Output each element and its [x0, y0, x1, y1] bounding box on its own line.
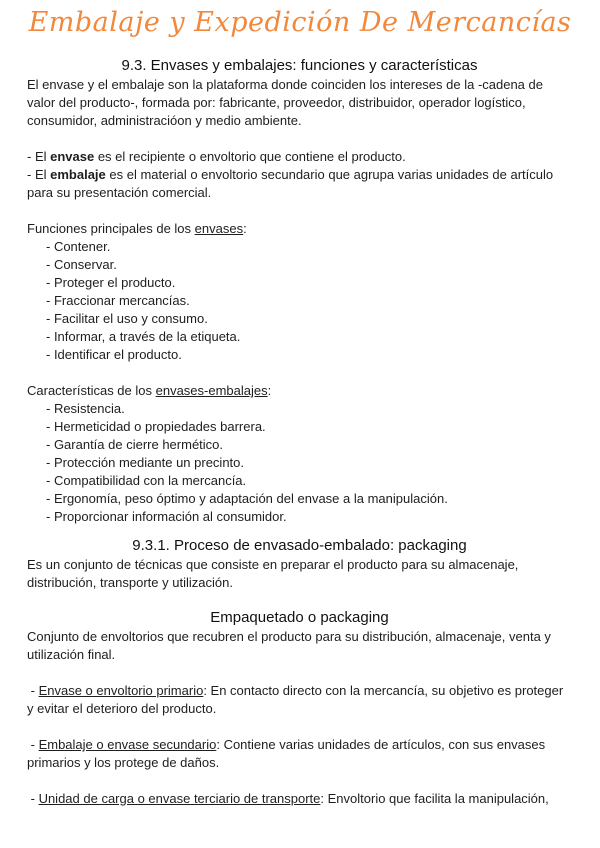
list-item: - Garantía de cierre hermético.: [46, 437, 224, 452]
page-title: Embalaje y Expedición De Mercancías: [28, 7, 572, 38]
list-item: - Informar, a través de la etiqueta.: [46, 329, 241, 344]
envase-terciario-text: : Envoltorio que facilita la manipulación,: [320, 791, 549, 806]
spacer: [27, 718, 572, 736]
envase-terciario: [27, 790, 572, 808]
funciones-list: [27, 238, 572, 364]
spacer: [27, 202, 572, 220]
section-heading-empaquetado: Empaquetado o packaging: [210, 609, 389, 626]
envase-secundario-text: : Contiene varias unidades de artículos, con sus envases primarios y los protege de daños.: [27, 737, 546, 770]
spacer: [27, 664, 572, 682]
term-envase: envase: [50, 149, 95, 164]
spacer: [27, 130, 572, 148]
list-item: - Identificar el producto.: [46, 347, 182, 362]
document-content: [27, 56, 572, 808]
item-dash: -: [27, 791, 39, 806]
list-item: - Fraccionar mercancías.: [46, 293, 190, 308]
definition-prefix: - El: [27, 167, 51, 182]
spacer: [27, 592, 572, 602]
intro-paragraph: El envase y el embalaje son la plataforma donde coinciden los intereses de la -cadena de valor del producto-, formada por: fabricante, proveedor, distribuidor, operador logístico, consumidor, administracióon y medio ambiente.: [27, 77, 543, 128]
list-item: - Ergonomía, peso óptimo y adaptación del envase a la manipulación.: [46, 491, 448, 506]
caracteristicas-label-underlined: envases-embalajes: [155, 383, 268, 398]
term-envase-primario: Envase o envoltorio primario: [38, 683, 204, 698]
definition-prefix: - El: [27, 149, 51, 164]
spacer: [27, 364, 572, 382]
spacer: [27, 526, 572, 536]
envase-primario: [27, 682, 572, 718]
list-item: - Facilitar el uso y consumo.: [46, 311, 208, 326]
empaquetado-intro: Conjunto de envoltorios que recubren el producto para su distribución, almacenaje, venta y utilización final.: [27, 629, 551, 662]
funciones-label-underlined: envases: [194, 221, 244, 236]
caracteristicas-label: [27, 382, 572, 400]
envase-secundario: [27, 736, 572, 772]
section-heading-9-3-1: 9.3.1. Proceso de envasado-embalado: packaging: [132, 537, 467, 554]
list-item: - Compatibilidad con la mercancía.: [46, 473, 247, 488]
list-item: - Contener.: [46, 239, 111, 254]
section-heading-9-3: 9.3. Envases y embalajes: funciones y características: [121, 57, 478, 74]
list-item: - Protección mediante un precinto.: [46, 455, 244, 470]
definition-embalaje: [27, 166, 572, 202]
caracteristicas-list: [27, 400, 572, 526]
term-embalaje: embalaje: [50, 167, 106, 182]
list-item: - Hermeticidad o propiedades barrera.: [46, 419, 266, 434]
list-item: - Conservar.: [46, 257, 117, 272]
definition-text: es el recipiente o envoltorio que contiene el producto.: [94, 149, 406, 164]
packaging-definition: Es un conjunto de técnicas que consiste en preparar el producto para su almacenaje, distribución, transporte y utilización.: [27, 557, 519, 590]
definition-envase: [27, 148, 572, 166]
funciones-label-suffix: :: [243, 221, 247, 236]
funciones-label-prefix: Funciones principales de los: [27, 221, 195, 236]
item-dash: -: [27, 683, 39, 698]
spacer: [27, 772, 572, 790]
list-item: - Proteger el producto.: [46, 275, 176, 290]
term-envase-terciario: Unidad de carga o envase terciario de transporte: [38, 791, 321, 806]
funciones-label: [27, 220, 572, 238]
term-envase-secundario: Embalaje o envase secundario: [38, 737, 217, 752]
envase-primario-text: : En contacto directo con la mercancía, su objetivo es proteger y evitar el deterioro del producto.: [27, 683, 564, 716]
caracteristicas-label-prefix: Características de los: [27, 383, 156, 398]
definition-text: es el material o envoltorio secundario que agrupa varias unidades de artículo para su presentación comercial.: [27, 167, 554, 200]
list-item: - Resistencia.: [46, 401, 125, 416]
item-dash: -: [27, 737, 39, 752]
caracteristicas-label-suffix: :: [267, 383, 272, 398]
list-item: - Proporcionar información al consumidor.: [46, 509, 287, 524]
